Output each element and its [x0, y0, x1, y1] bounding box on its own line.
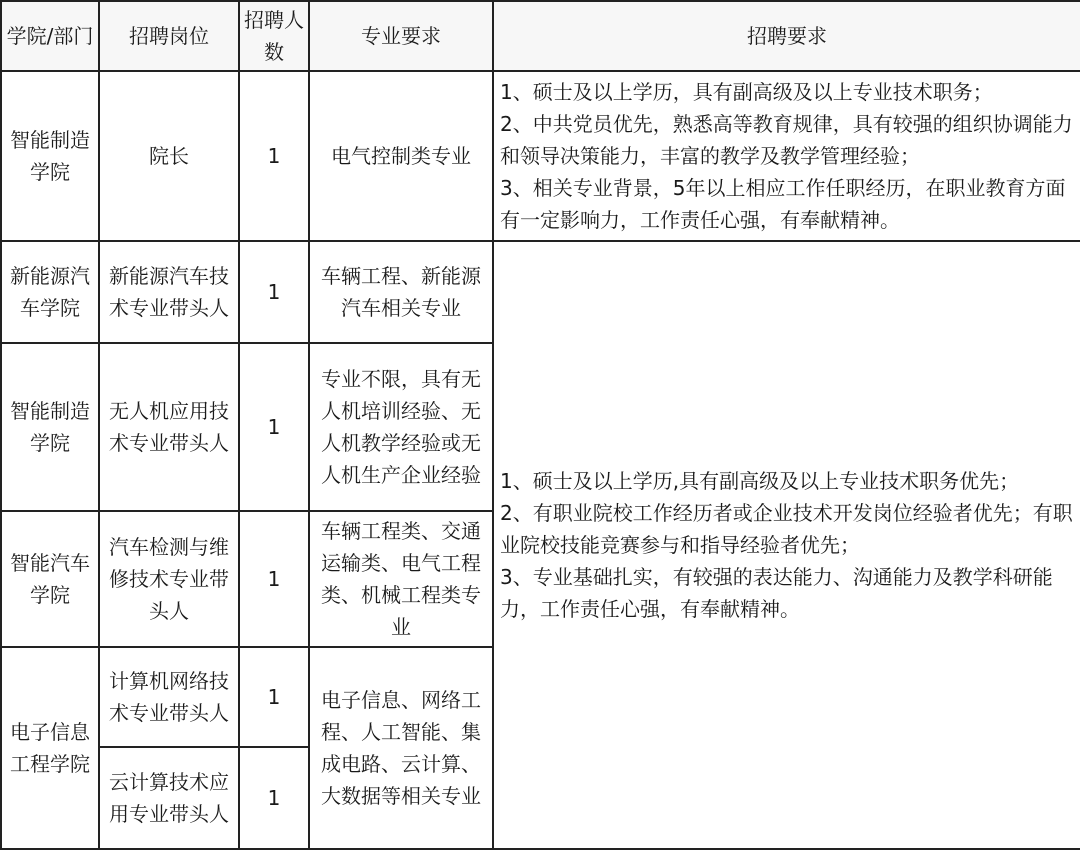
- dept-cell: 新能源汽车学院: [1, 241, 99, 343]
- count-cell: 1: [239, 241, 309, 343]
- major-cell: 车辆工程类、交通运输类、电气工程类、机械工程类专业: [309, 511, 493, 647]
- requirement-item: 2、中共党员优先，熟悉高等教育规律，具有较强的组织协调能力和领导决策能力，丰富的教学及教学管理经验；: [500, 112, 1073, 168]
- requirements-cell: [493, 71, 1080, 241]
- requirement-item: 2、有职业院校工作经历者或企业技术开发岗位经验者优先；有职业院校技能竞赛参与和指导经验者优先；: [500, 501, 1073, 557]
- position-cell: 新能源汽车技术专业带头人: [99, 241, 239, 343]
- dept-cell: 电子信息工程学院: [1, 647, 99, 849]
- header-count: 招聘人数: [239, 1, 309, 71]
- dept-cell: 智能制造学院: [1, 343, 99, 511]
- major-cell: 电子信息、网络工程、人工智能、集成电路、云计算、大数据等相关专业: [309, 647, 493, 849]
- count-cell: 1: [239, 511, 309, 647]
- table-row: [1, 71, 1080, 241]
- count-cell: 1: [239, 71, 309, 241]
- dept-cell: 智能制造学院: [1, 71, 99, 241]
- count-cell: 1: [239, 647, 309, 747]
- position-cell: 云计算技术应用专业带头人: [99, 747, 239, 849]
- shared-requirements-cell: [493, 241, 1080, 849]
- position-cell: 汽车检测与维修技术专业带头人: [99, 511, 239, 647]
- header-dept: 学院/部门: [1, 1, 99, 71]
- header-major: 专业要求: [309, 1, 493, 71]
- major-cell: 电气控制类专业: [309, 71, 493, 241]
- requirement-item: 3、相关专业背景，5年以上相应工作任职经历，在职业教育方面有一定影响力，工作责任心强，有奉献精神。: [500, 176, 1066, 232]
- major-cell: 车辆工程、新能源汽车相关专业: [309, 241, 493, 343]
- position-cell: 计算机网络技术专业带头人: [99, 647, 239, 747]
- count-cell: 1: [239, 343, 309, 511]
- position-cell: 无人机应用技术专业带头人: [99, 343, 239, 511]
- count-cell: 1: [239, 747, 309, 849]
- table-row: [1, 241, 1080, 343]
- header-position: 招聘岗位: [99, 1, 239, 71]
- major-cell: 专业不限，具有无人机培训经验、无人机教学经验或无人机生产企业经验: [309, 343, 493, 511]
- position-cell: 院长: [99, 71, 239, 241]
- header-row: [1, 1, 1080, 71]
- dept-cell: 智能汽车学院: [1, 511, 99, 647]
- requirement-item: 1、硕士及以上学历，具有副高级及以上专业技术职务；: [500, 80, 993, 104]
- requirement-item: 3、专业基础扎实，有较强的表达能力、沟通能力及教学科研能力，工作责任心强，有奉献精神。: [500, 565, 1053, 621]
- requirement-item: 1、硕士及以上学历,具有副高级及以上专业技术职务优先；: [500, 469, 1020, 493]
- header-requirements: 招聘要求: [493, 1, 1080, 71]
